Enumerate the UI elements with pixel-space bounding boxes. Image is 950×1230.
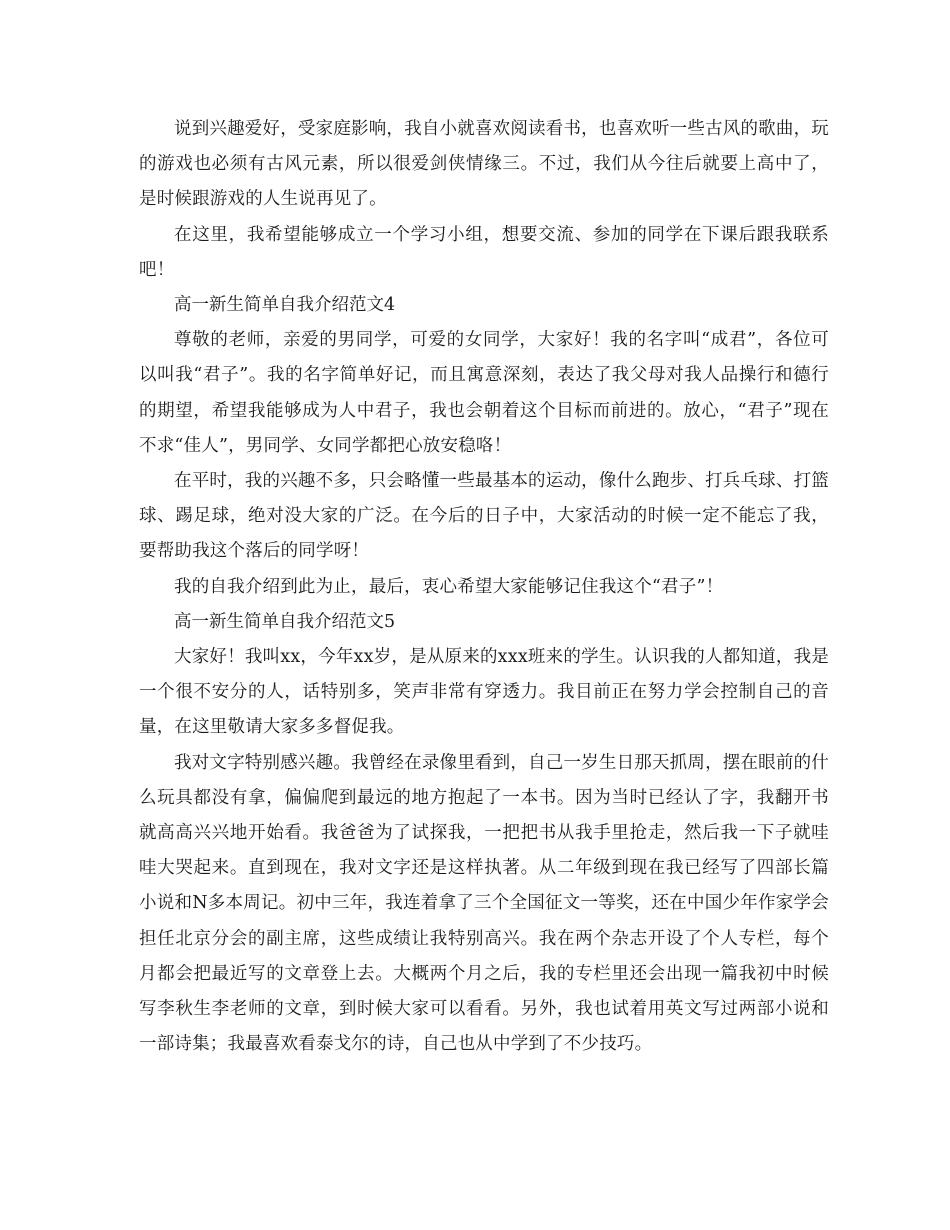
document-body [139, 112, 829, 1062]
paragraph-writing: 我对文字特别感兴趣。我曾经在录像里看到，自己一岁生日那天抓周，摆在眼前的什么玩具都没有拿，偏偏爬到最远的地方抱起了一本书。因为当时已经认了字，我翻开书就高高兴兴地开始看。我爸爸为了试探我，一把把书从我手里抢走，然后我一下子就哇哇大哭起来。直到现在，我对文字还是这样执著。从二年级到现在我已经写了四部长篇小说和N多本周记。初中三年，我连着拿了三个全国征文一等奖，还在中国少年作家学会担任北京分会的副主席，这些成绩让我特别高兴。我在两个杂志开设了个人专栏，每个月都会把最近写的文章登上去。大概两个月之后，我的专栏里还会出现一篇我初中时候写李秋生李老师的文章，到时候大家可以看看。另外，我也试着用英文写过两部小说和一部诗集；我最喜欢看泰戈尔的诗，自己也从中学到了不少技巧。 [139, 752, 829, 1055]
paragraph-study-group: 在这里，我希望能够成立一个学习小组，想要交流、参加的同学在下课后跟我联系吧！ [139, 224, 829, 280]
section-heading-example-5: 高一新生简单自我介绍范文5 [174, 611, 396, 632]
section-heading-example-4: 高一新生简单自我介绍范文4 [174, 295, 396, 316]
paragraph-greeting-chengjun: 尊敬的老师，亲爱的男同学，可爱的女同学，大家好！我的名字叫“成君”，各位可以叫我“君子”。我的名字简单好记，而且寓意深刻，表达了我父母对我人品操行和德行的期望，希望我能够成为人中君子，我也会朝着这个目标而前进的。放心，“君子”现在不求“佳人”，男同学、女同学都把心放安稳咯！ [139, 330, 829, 456]
paragraph-interests: 在平时，我的兴趣不多，只会略懂一些最基本的运动，像什么跑步、打兵乓球、打篮球、踢足球，绝对没大家的广泛。在今后的日子中，大家活动的时候一定不能忘了我，要帮助我这个落后的同学呀！ [139, 471, 829, 562]
paragraph-closing: 我的自我介绍到此为止，最后，衷心希望大家能够记住我这个“君子”！ [174, 576, 724, 597]
paragraph-hobbies: 说到兴趣爱好，受家庭影响，我自小就喜欢阅读看书，也喜欢听一些古风的歌曲，玩的游戏也必须有古风元素，所以很爱剑侠情缘三。不过，我们从今往后就要上高中了，是时候跟游戏的人生说再见了。 [139, 119, 829, 210]
paragraph-introduction: 大家好！我叫xx，今年xx岁，是从原来的xxx班来的学生。认识我的人都知道，我是一个很不安分的人，话特别多，笑声非常有穿透力。我目前正在努力学会控制自己的音量，在这里敬请大家多多督促我。 [139, 647, 829, 738]
